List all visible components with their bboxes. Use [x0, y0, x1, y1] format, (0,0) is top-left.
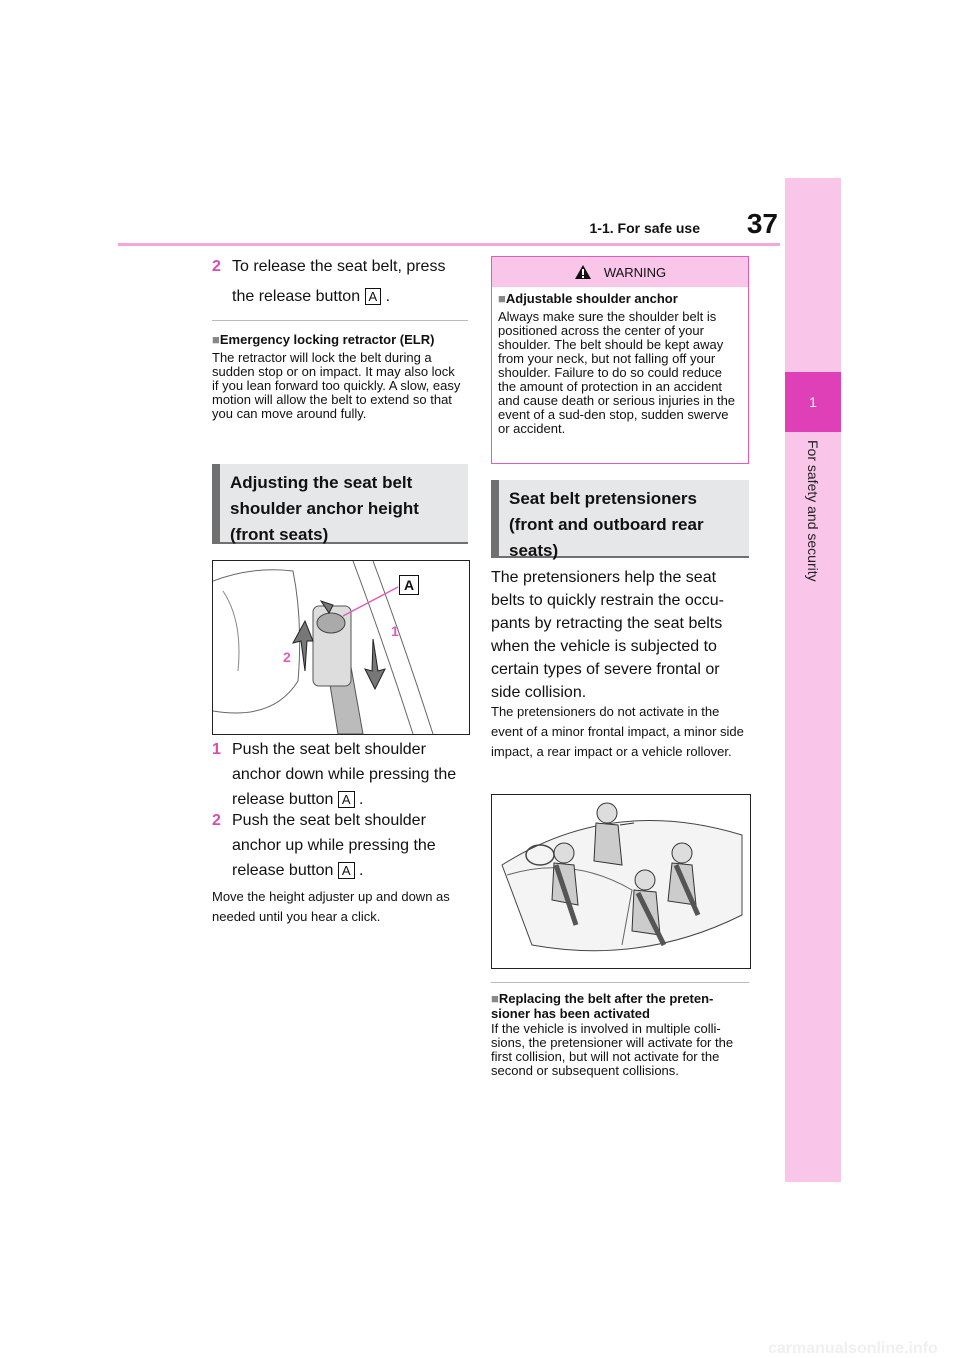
- car-interior-illustration: [492, 795, 750, 968]
- footer-watermark: carmanualsonline.info: [768, 1340, 938, 1357]
- label-a-box: A: [338, 862, 355, 879]
- anchor-illustration: [213, 561, 469, 734]
- replace-body: If the vehicle is involved in multiple colli-sions, the pretensioner will activate for the first collision, but will not activate for the second or subsequent collisions.: [491, 1021, 734, 1078]
- step-number: 1: [212, 741, 221, 758]
- adjust-step-2: 2 Push the seat belt shoulder anchor up while pressing the release button A .: [212, 808, 472, 883]
- divider: [212, 320, 468, 321]
- divider: [491, 982, 749, 983]
- chapter-title: For safety and security: [805, 440, 821, 582]
- step-text: Push the seat belt shoulder anchor up while pressing the release button: [232, 812, 436, 879]
- figure-label-1: 1: [391, 623, 399, 639]
- adjust-step-1: 1 Push the seat belt shoulder anchor down while pressing the release button A .: [212, 737, 472, 812]
- warning-header: [492, 257, 748, 287]
- figure-label-2: 2: [283, 649, 291, 665]
- warning-icon: [574, 264, 592, 280]
- pretensioner-heading: Seat belt pretensioners (front and outboard rear seats): [491, 480, 749, 558]
- header-divider: [118, 243, 780, 246]
- pretensioner-note: The pretensioners do not activate in the event of a minor frontal impact, a minor side impact, a rear impact or a vehicle rollover.: [491, 704, 744, 759]
- label-a-box: A: [338, 791, 355, 808]
- step-text: Push the seat belt shoulder anchor down while pressing the release button: [232, 741, 457, 808]
- page-number: 37: [746, 208, 778, 239]
- release-step: 2 To release the seat belt, press the release button A .: [212, 252, 472, 312]
- side-tab: [785, 178, 841, 1182]
- elr-body: The retractor will lock the belt during a sudden stop or on impact. It may also lock if you lean forward too quickly. A slow, easy motion will allow the belt to extend so that you can move around fully.: [212, 350, 461, 421]
- adjust-note: Move the height adjuster up and down as needed until you hear a click.: [212, 889, 450, 924]
- step-number: 2: [212, 812, 221, 829]
- step-number: 2: [212, 258, 221, 275]
- adjust-heading: Adjusting the seat belt shoulder anchor height (front seats): [212, 464, 468, 544]
- shoulder-anchor-figure: [212, 560, 470, 735]
- chapter-label: [785, 440, 841, 660]
- warning-box: [491, 256, 749, 464]
- warning-body: Always make sure the shoulder belt is positioned across the center of your shoulder. The belt should be kept away from your neck, but not falling off your shoulder. Failure to do so could reduce the amount of protection in an accident and cause death or serious injuries in the event of a sud-den stop, sudden swerve or accident.: [498, 309, 736, 436]
- pretensioner-body: The pretensioners help the seat belts to quickly restrain the occu-pants by retracting the seat belts when the vehicle is subjected to certain types of severe frontal or side collision.: [491, 569, 724, 701]
- label-a-box: A: [365, 288, 382, 305]
- pretensioner-figure: [491, 794, 751, 969]
- warning-title: WARNING: [603, 264, 667, 280]
- section-title: 1-1. For safe use: [589, 220, 700, 236]
- warning-subtitle: ■Adjustable shoulder anchor: [498, 291, 678, 306]
- step-text: To release the seat belt, press the release button: [232, 258, 446, 305]
- elr-title: ■Emergency locking retractor (ELR): [212, 332, 435, 347]
- figure-label-a: A: [399, 575, 419, 595]
- chapter-number: 1: [785, 372, 841, 432]
- replace-title: ■Replacing the belt after the preten-sioner has been activated: [491, 991, 714, 1021]
